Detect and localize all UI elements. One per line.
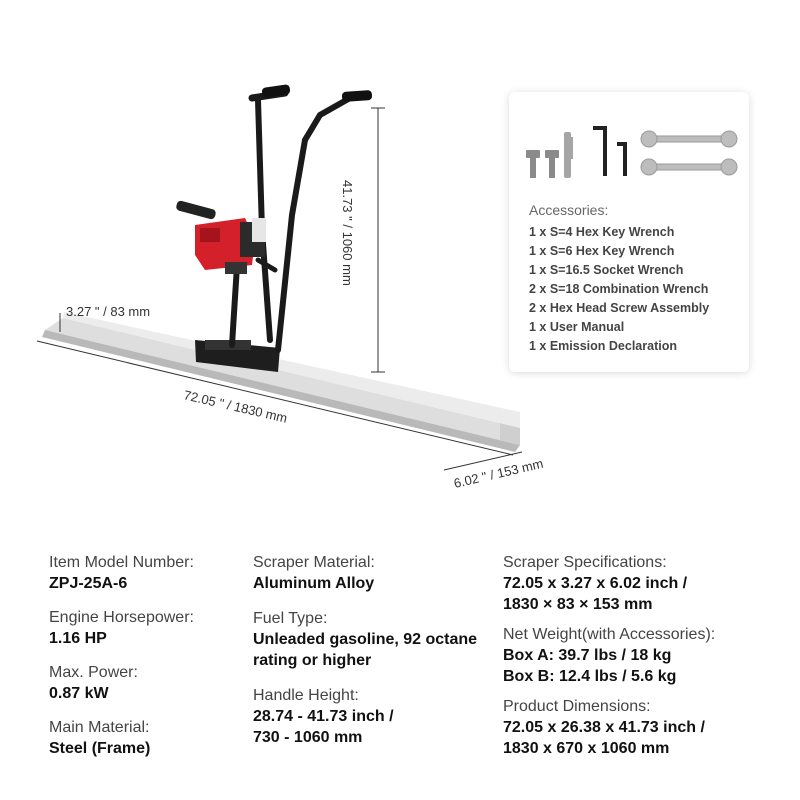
spec-column-2: [253, 552, 493, 762]
spec-value: Unleaded gasoline, 92 octane rating or higher: [253, 631, 478, 669]
spec-value: 28.74 - 41.73 inch /: [253, 708, 394, 725]
height-dimension-label: 41.73 " / 1060 mm: [340, 180, 355, 286]
height-dimension: [340, 108, 385, 372]
spec-net-weight: [503, 624, 793, 687]
spec-label: Fuel Type:: [253, 610, 328, 627]
spec-main-material: [49, 717, 239, 759]
spec-label: Item Model Number:: [49, 554, 194, 571]
spec-label: Scraper Material:: [253, 554, 375, 571]
steel-frame: [232, 93, 350, 350]
combination-wrench-icon: [641, 131, 737, 175]
spec-column-3: [503, 552, 793, 768]
spec-product-dimensions: [503, 696, 793, 759]
spec-value: Box B: 12.4 lbs / 5.6 kg: [503, 668, 677, 685]
spec-value: Aluminum Alloy: [253, 575, 375, 592]
screw-assembly-icon: [526, 150, 559, 178]
handle-grips: [261, 84, 372, 102]
spec-value: 72.05 x 3.27 x 6.02 inch /: [503, 575, 688, 592]
spec-label: Net Weight(with Accessories):: [503, 626, 716, 643]
spec-label: Scraper Specifications:: [503, 554, 667, 571]
spec-value: ZPJ-25A-6: [49, 575, 128, 592]
spec-column-1: [49, 552, 239, 772]
depth-dimension-label: 6.02 " / 153 mm: [452, 455, 545, 491]
list-item: 1 x User Manual: [529, 320, 625, 334]
spec-value: 72.05 x 26.38 x 41.73 inch /: [503, 719, 705, 736]
spec-label: Product Dimensions:: [503, 698, 651, 715]
spec-scraper-specifications: [503, 552, 793, 615]
socket-wrench-icon: [564, 132, 573, 178]
list-item: 1 x S=4 Hex Key Wrench: [529, 225, 675, 239]
accessories-list: [529, 223, 709, 356]
hex-key-icon: [593, 128, 625, 176]
spec-fuel-type: [253, 608, 493, 671]
spec-label: Engine Horsepower:: [49, 609, 194, 626]
spec-value: 1.16 HP: [49, 630, 107, 647]
spec-value: 730 - 1060 mm: [253, 729, 363, 746]
list-item: 2 x Hex Head Screw Assembly: [529, 301, 710, 315]
spec-model-number: [49, 552, 239, 594]
spec-value: Steel (Frame): [49, 740, 151, 757]
width-dimension-label: 72.05 " / 1830 mm: [182, 387, 289, 426]
accessories-title: Accessories:: [529, 202, 609, 218]
spec-value: 0.87 kW: [49, 685, 109, 702]
list-item: 1 x Emission Declaration: [529, 339, 677, 353]
spec-max-power: [49, 662, 239, 704]
accessories-card: [509, 92, 749, 372]
spec-label: Handle Height:: [253, 687, 359, 704]
spec-value: 1830 × 83 × 153 mm: [503, 596, 653, 613]
spec-handle-height: [253, 685, 493, 748]
spec-label: Main Material:: [49, 719, 150, 736]
list-item: 1 x S=16.5 Socket Wrench: [529, 263, 684, 277]
list-item: 2 x S=18 Combination Wrench: [529, 282, 709, 296]
depth-dimension: [444, 452, 545, 491]
gasoline-engine: [175, 200, 266, 274]
accessories-image: [509, 92, 749, 192]
list-item: 1 x S=6 Hex Key Wrench: [529, 244, 675, 258]
spec-engine-horsepower: [49, 607, 239, 649]
spec-label: Max. Power:: [49, 664, 138, 681]
spec-value: 1830 x 670 x 1060 mm: [503, 740, 670, 757]
spec-scraper-material: [253, 552, 493, 594]
spec-value: Box A: 39.7 lbs / 18 kg: [503, 647, 672, 664]
blade-height-label: 3.27 " / 83 mm: [66, 304, 151, 319]
